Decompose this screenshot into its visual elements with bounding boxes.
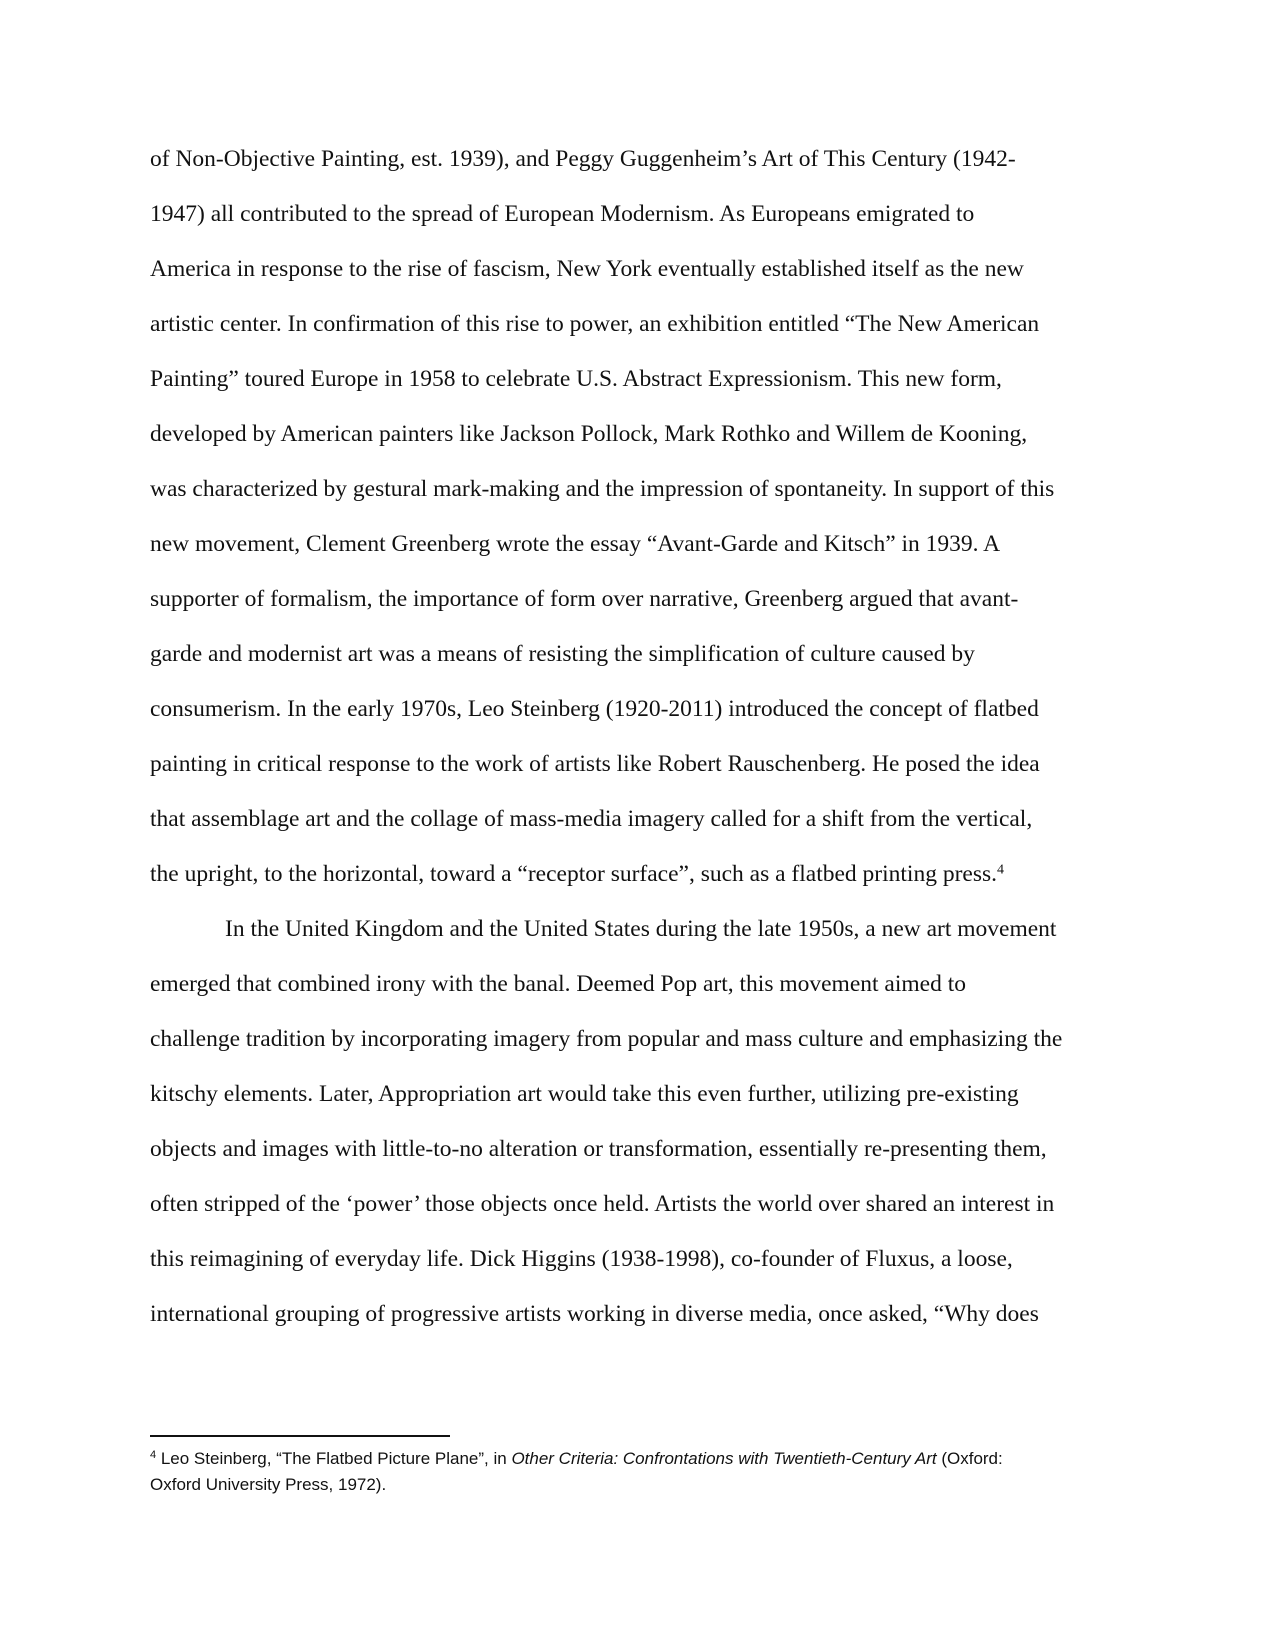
text-line: America in response to the rise of fascism, New York eventually established itself as the new [150,256,1024,282]
text-line: painting in critical response to the work of artists like Robert Rauschenberg. He posed the idea [150,751,1040,777]
footnote-reference: 4 [997,862,1004,878]
text-line-with-footnote-ref [150,863,1004,887]
text-line: objects and images with little-to-no alteration or transformation, essentially re-presenting them, [150,1136,1047,1162]
text-line: consumerism. In the early 1970s, Leo Steinberg (1920-2011) introduced the concept of flatbed [150,696,1039,722]
text-line: emerged that combined irony with the banal. Deemed Pop art, this movement aimed to [150,971,966,997]
footnote-book-title: Other Criteria: Confrontations with Twentieth-Century Art [511,1449,937,1468]
footnote-number: 4 [150,1448,157,1461]
footnote-line-1 [150,1450,1130,1467]
text-line: 1947) all contributed to the spread of European Modernism. As Europeans emigrated to [150,201,975,227]
text-line: kitschy elements. Later, Appropriation art would take this even further, utilizing pre-existing [150,1081,1019,1107]
text-line: often stripped of the ‘power’ those objects once held. Artists the world over shared an interest in [150,1191,1055,1217]
text-line: international grouping of progressive artists working in diverse media, once asked, “Why does [150,1301,1039,1327]
text-line: challenge tradition by incorporating imagery from popular and mass culture and emphasizing the [150,1026,1063,1052]
text-line: that assemblage art and the collage of mass-media imagery called for a shift from the vertical, [150,806,1033,832]
text-line: this reimagining of everyday life. Dick Higgins (1938-1998), co-founder of Fluxus, a loose, [150,1246,1013,1272]
footnote-line-2: Oxford University Press, 1972). [150,1475,387,1494]
text-line: was characterized by gestural mark-making and the impression of spontaneity. In support of this [150,476,1055,502]
text-line: new movement, Clement Greenberg wrote the essay “Avant-Garde and Kitsch” in 1939. A [150,531,1001,557]
text-line: supporter of formalism, the importance of form over narrative, Greenberg argued that avant- [150,586,1019,612]
footnote-text: Leo Steinberg, “The Flatbed Picture Plane”, in [156,1449,512,1468]
footnote-text: (Oxford: [936,1449,1003,1468]
text-line: Painting” toured Europe in 1958 to celebrate U.S. Abstract Expressionism. This new form, [150,366,1002,392]
text-line: the upright, to the horizontal, toward a “receptor surface”, such as a flatbed printing press. [150,861,997,887]
paragraph-first-line: In the United Kingdom and the United States during the late 1950s, a new art movement [225,916,1057,942]
text-line: garde and modernist art was a means of resisting the simplification of culture caused by [150,641,975,667]
footnote-separator [150,1435,450,1437]
text-line: of Non-Objective Painting, est. 1939), and Peggy Guggenheim’s Art of This Century (1942- [150,146,1016,172]
text-line: developed by American painters like Jackson Pollock, Mark Rothko and Willem de Kooning, [150,421,1028,447]
text-line: artistic center. In confirmation of this rise to power, an exhibition entitled “The New American [150,311,1040,337]
